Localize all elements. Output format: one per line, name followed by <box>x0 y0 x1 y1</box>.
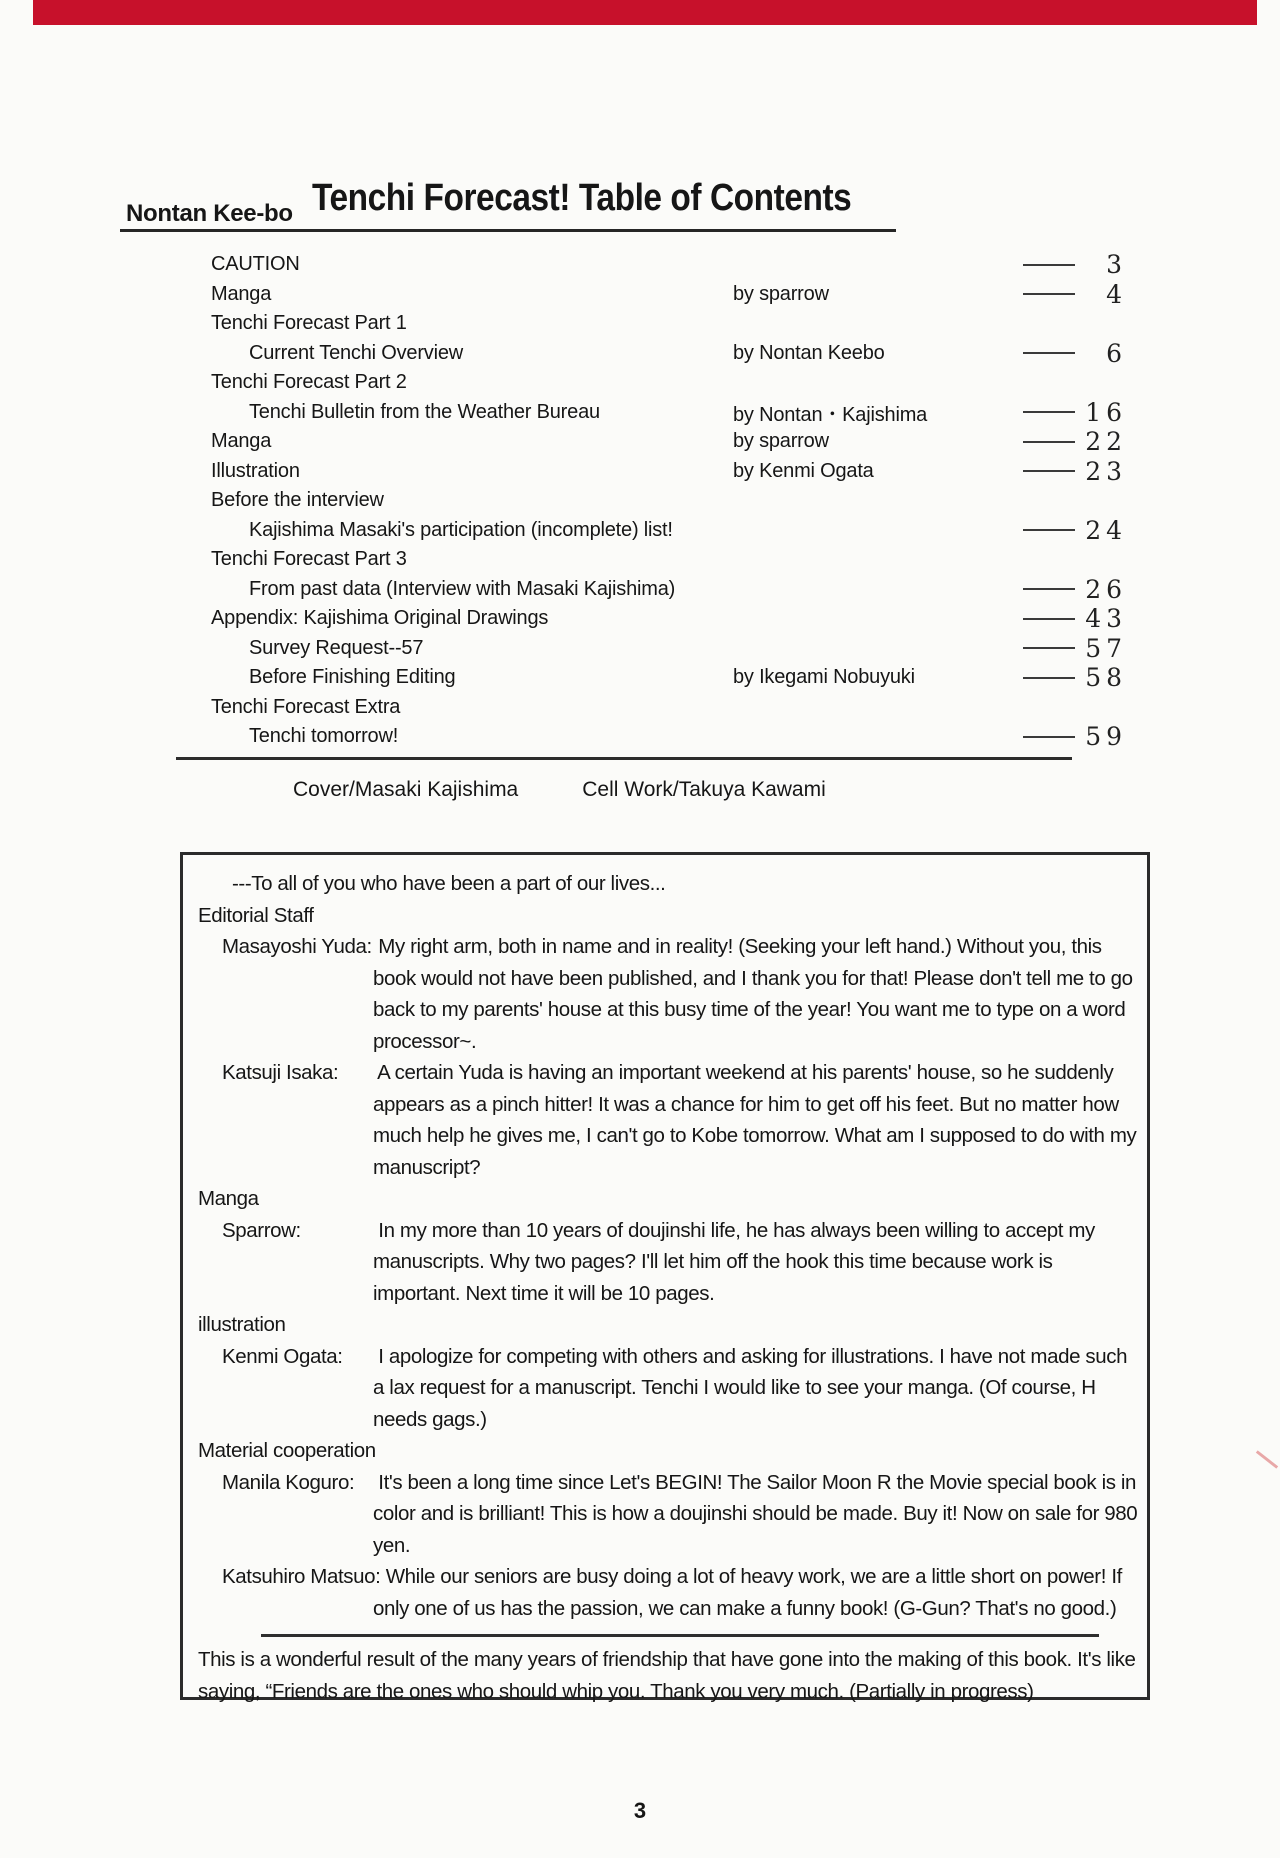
staff-sections <box>196 900 1141 1625</box>
toc-entry-page <box>1023 604 1127 633</box>
toc-entry-page <box>1023 280 1127 309</box>
toc-row <box>211 663 1127 693</box>
page-leader-dash <box>1023 264 1075 266</box>
staff-person-name: Sparrow: <box>222 1218 301 1242</box>
toc-entry-pagenum: 16 <box>1085 397 1127 427</box>
toc-entry-pagenum: 57 <box>1085 633 1127 663</box>
toc-row <box>211 280 1127 310</box>
staff-section-heading: illustration <box>198 1313 286 1336</box>
credit-cover: Cover/Masaki Kajishima <box>293 778 519 801</box>
toc-entry-page <box>1023 634 1127 663</box>
toc-row <box>211 693 1127 723</box>
page-leader-dash <box>1023 352 1075 354</box>
page-leader-dash <box>1023 647 1075 649</box>
toc-row <box>211 368 1127 398</box>
toc-entry-title: Survey Request--57 <box>249 636 424 659</box>
staff-person: Sparrow: In my more than 10 years of doujinshi life, he has always been willing to accept my manuscripts. Why two pages? I'll let him off the hook this time because work is important. Next time it will be 10 pages. <box>222 1215 1141 1310</box>
toc-entry-pagenum: 3 <box>1106 250 1127 280</box>
toc-row <box>211 457 1127 487</box>
toc-entry-pagenum: 59 <box>1085 722 1127 752</box>
page-leader-dash <box>1023 677 1075 679</box>
page-leader-dash <box>1023 736 1075 738</box>
toc-bottom-rule <box>176 757 1072 760</box>
toc-entry-pagenum: 23 <box>1085 456 1127 486</box>
footer-page-number: 3 <box>633 1798 647 1823</box>
toc-entry-title: Tenchi Bulletin from the Weather Bureau <box>249 400 600 423</box>
toc-row <box>211 604 1127 634</box>
toc-entry-title: Tenchi Forecast Part 3 <box>211 548 407 571</box>
toc-entry-page <box>1023 427 1127 456</box>
toc-row <box>211 309 1127 339</box>
staff-person-name: Katsuji Isaka: <box>222 1061 339 1084</box>
credits-line <box>293 778 826 802</box>
staff-person-name: Masayoshi Yuda: <box>222 935 372 958</box>
staff-person-name: Manila Koguro: <box>222 1470 355 1494</box>
toc-entry-title: Tenchi Forecast Part 1 <box>211 312 407 335</box>
toc-entry-pagenum: 24 <box>1085 515 1127 545</box>
page-leader-dash <box>1023 588 1075 590</box>
toc-row <box>211 575 1127 605</box>
toc-row <box>211 545 1127 575</box>
staff-divider-rule <box>261 1634 1099 1637</box>
toc-entry-title: Manga <box>211 430 272 453</box>
toc-row <box>211 250 1127 280</box>
page-leader-dash <box>1023 618 1075 620</box>
toc-entry-author: by sparrow <box>733 282 829 305</box>
staff-comments-box <box>180 852 1150 1703</box>
toc-entry-author: by sparrow <box>733 430 829 453</box>
toc-entry-title: Tenchi Forecast Extra <box>211 695 401 718</box>
staff-person-name: Katsuhiro Matsuo: <box>222 1565 381 1588</box>
toc-entry-title: Manga <box>211 282 272 305</box>
page-leader-dash <box>1023 293 1075 295</box>
toc-entry-title: Appendix: Kajishima Original Drawings <box>211 607 549 630</box>
toc-entry-title: Tenchi tomorrow! <box>249 725 399 748</box>
toc-entry-page <box>1023 722 1127 751</box>
scan-edge-strip <box>33 0 1257 25</box>
staff-intro: ---To all of you who have been a part of our lives... <box>232 872 666 895</box>
toc-entry-title: Before the interview <box>211 489 384 512</box>
page-leader-dash <box>1023 470 1075 472</box>
toc-entry-page <box>1023 339 1127 368</box>
staff-person: Katsuji Isaka: A certain Yuda is having an important weekend at his parents' house, so he suddenly appears as a pinch hitter! It was a chance for him to get off his feet. But no matter how much help he gives me, I can't go to Kobe tomorrow. What am I supposed to do with my manuscript? <box>222 1057 1141 1183</box>
page-leader-dash <box>1023 411 1075 413</box>
staff-closing: This is a wonderful result of the many years of friendship that have gone into the making of this book. It's like saying, “Friends are the ones who should whip you. Thank you very much. (Partially in progress) <box>198 1648 1136 1703</box>
toc-entry-author: by Ikegami Nobuyuki <box>733 666 915 689</box>
toc-entry-pagenum: 6 <box>1106 338 1127 368</box>
toc-row <box>211 486 1127 516</box>
toc-entry-title: Tenchi Forecast Part 2 <box>211 371 407 394</box>
toc-entry-title: From past data (Interview with Masaki Kajishima) <box>249 577 676 600</box>
page-leader-dash <box>1023 441 1075 443</box>
toc-row <box>211 398 1127 428</box>
toc-list <box>211 250 1127 752</box>
toc-row <box>211 634 1127 664</box>
toc-row <box>211 427 1127 457</box>
toc-entry-title: CAUTION <box>211 253 300 276</box>
toc-entry-page <box>1023 516 1127 545</box>
toc-entry-page <box>1023 663 1127 692</box>
staff-person: Manila Koguro: It's been a long time since Let's BEGIN! The Sailor Moon R the Movie special book is in color and is brilliant! This is how a doujinshi should be made. Buy it! Now on sale for 980 yen. <box>222 1467 1141 1562</box>
toc-entry-page <box>1023 457 1127 486</box>
toc-entry-author: by Nontan・Kajishima <box>733 403 928 426</box>
toc-entry-title: Kajishima Masaki's participation (incomplete) list! <box>249 518 673 541</box>
toc-entry-page <box>1023 250 1127 279</box>
toc-row <box>211 516 1127 546</box>
toc-entry-page <box>1023 575 1127 604</box>
staff-person: Katsuhiro Matsuo: While our seniors are busy doing a lot of heavy work, we are a little short on power! If only one of us has the passion, we can make a funny book! (G-Gun? That's no good.) <box>222 1561 1141 1624</box>
toc-entry-pagenum: 4 <box>1106 279 1127 309</box>
staff-section-heading: Material cooperation <box>198 1439 376 1462</box>
staff-section-heading: Manga <box>198 1187 259 1210</box>
toc-entry-pagenum: 58 <box>1085 663 1127 693</box>
staff-section-heading: Editorial Staff <box>198 903 314 927</box>
toc-entry-title: Current Tenchi Overview <box>249 341 464 364</box>
header-author: Nontan Kee-bo <box>126 200 293 227</box>
header-rule <box>120 229 896 232</box>
toc-entry-title: Before Finishing Editing <box>249 666 456 689</box>
staff-person: Kenmi Ogata: I apologize for competing with others and asking for illustrations. I have not made such a lax request for a manuscript. Tenchi I would like to see your manga. (Of course, H needs gags.) <box>222 1341 1141 1436</box>
toc-entry-author: by Nontan Keebo <box>733 341 885 364</box>
toc-entry-page <box>1023 398 1127 427</box>
page-leader-dash <box>1023 529 1075 531</box>
page-title: Tenchi Forecast! Table of Contents <box>312 177 852 219</box>
toc-entry-pagenum: 22 <box>1085 427 1127 457</box>
toc-entry-pagenum: 26 <box>1085 574 1127 604</box>
toc-row <box>211 339 1127 369</box>
staff-person: Masayoshi Yuda: My right arm, both in name and in reality! (Seeking your left hand.) Without you, this book would not have been published, and I thank you for that! Please don't tell me to go back to my parents' house at this busy time of the year! You want me to type on a word processor~. <box>222 931 1141 1057</box>
toc-entry-pagenum: 43 <box>1085 604 1127 634</box>
toc-row <box>211 722 1127 752</box>
scan-artifact-mark <box>1256 1450 1278 1468</box>
toc-entry-author: by Kenmi Ogata <box>733 459 874 482</box>
toc-entry-title: Illustration <box>211 459 300 482</box>
credit-cell-work: Cell Work/Takuya Kawami <box>582 778 826 801</box>
staff-person-name: Kenmi Ogata: <box>222 1344 343 1368</box>
